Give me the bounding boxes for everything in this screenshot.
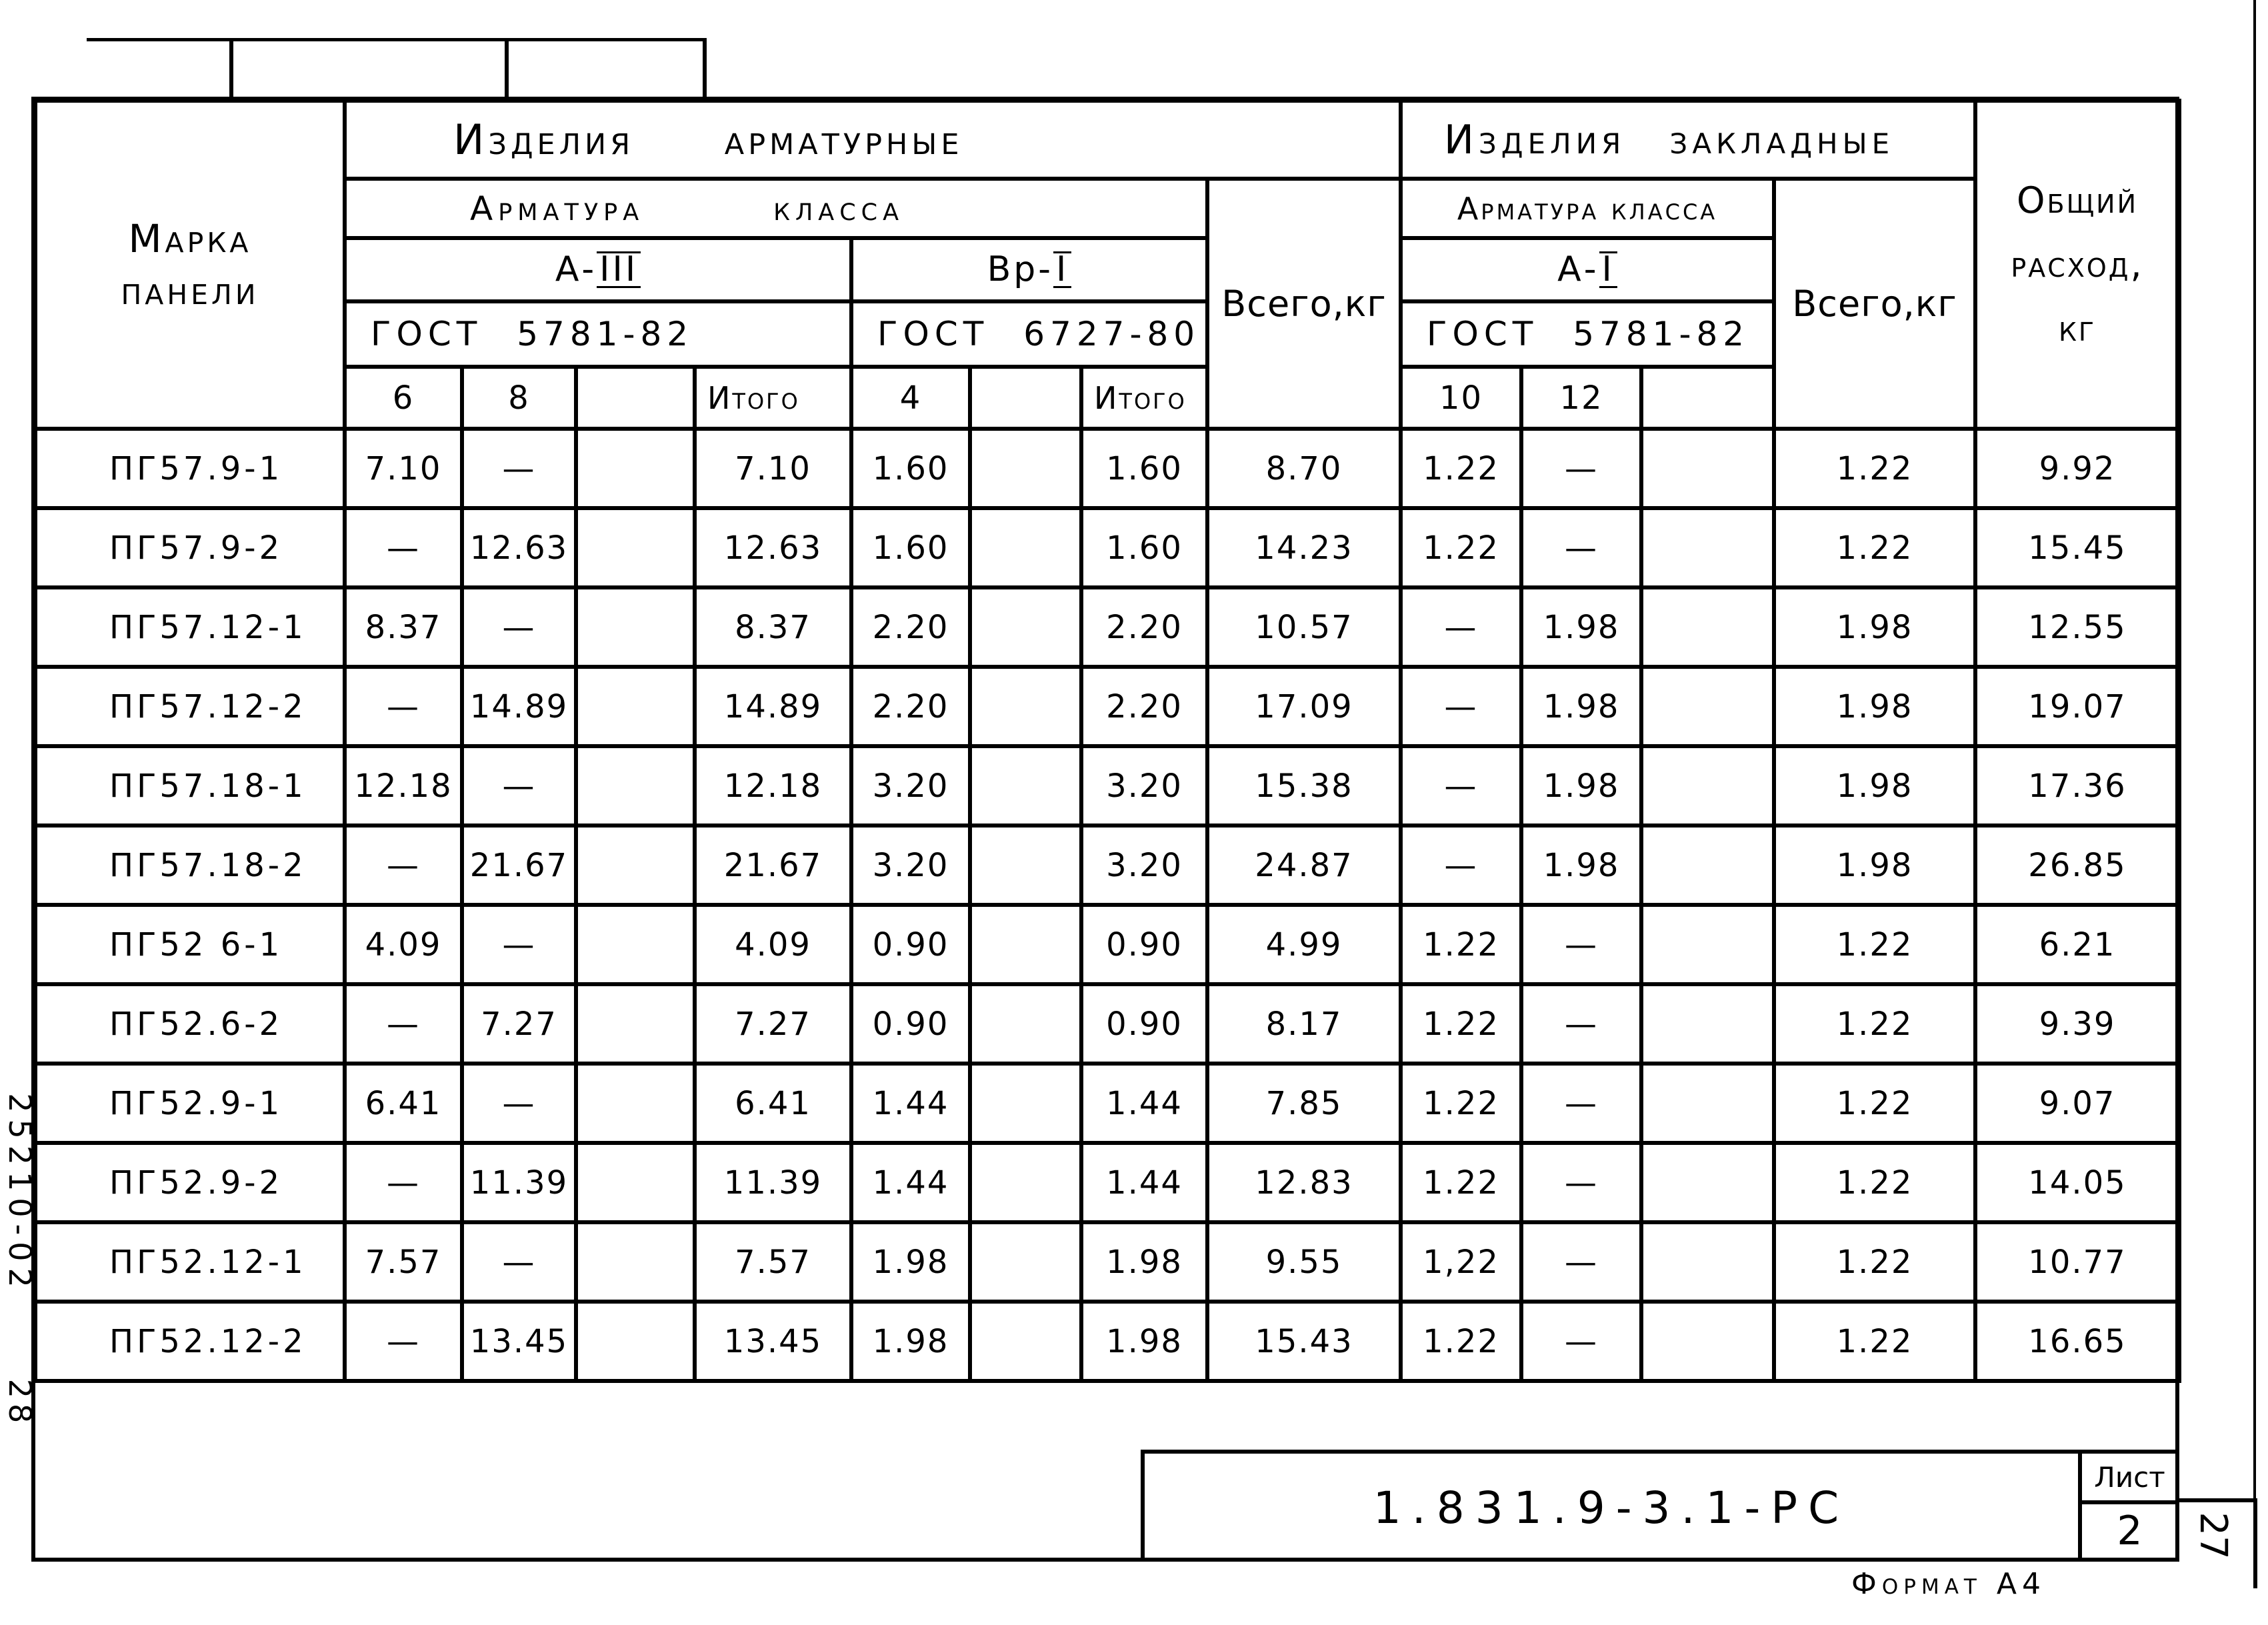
- a3-total-cell: 11.39: [695, 1143, 851, 1222]
- table-row: [35, 1302, 2179, 1381]
- gost-a3-header: ГОСТ 5781-82: [345, 301, 851, 367]
- a1-d12-cell: —: [1521, 984, 1641, 1064]
- total-consumption-header: [1975, 101, 2179, 429]
- total-consumption-cell: 17.36: [1975, 746, 2179, 826]
- embedded-total-cell: 1.98: [1774, 826, 1975, 905]
- bp1-spare-cell: [970, 1302, 1081, 1381]
- a3-d6-cell: —: [345, 1143, 462, 1222]
- panel-mark-cell: ПГ52.6-2: [35, 984, 345, 1064]
- embedded-total-cell: 1.98: [1774, 746, 1975, 826]
- reinforcement-total-cell: 24.87: [1207, 826, 1401, 905]
- table-body: [35, 429, 2179, 1381]
- a3-d6-cell: 7.57: [345, 1222, 462, 1302]
- table-row: [35, 984, 2179, 1064]
- bp1-total-cell: 1.44: [1081, 1143, 1207, 1222]
- a1-d10-cell: —: [1401, 746, 1521, 826]
- bp1-d4-cell: 1.60: [851, 429, 970, 508]
- a3-total-cell: 7.57: [695, 1222, 851, 1302]
- a3-d8-cell: —: [462, 587, 576, 667]
- a3-d6-cell: —: [345, 667, 462, 746]
- a3-spare-cell: [576, 746, 695, 826]
- a3-d6-cell: 7.10: [345, 429, 462, 508]
- reinforcement-total-cell: 8.17: [1207, 984, 1401, 1064]
- a3-total-cell: 4.09: [695, 905, 851, 984]
- bp1-d4-cell: 1.98: [851, 1302, 970, 1381]
- a3-d8-cell: —: [462, 1064, 576, 1143]
- panel-mark-cell: ПГ52.9-1: [35, 1064, 345, 1143]
- page-number: 27: [2191, 1512, 2235, 1560]
- table-row: [35, 508, 2179, 587]
- bp1-total-cell: 3.20: [1081, 746, 1207, 826]
- reinforcement-total-cell: 4.99: [1207, 905, 1401, 984]
- class-a3-prefix: А-: [555, 249, 597, 289]
- a1-d10-cell: 1.22: [1401, 1143, 1521, 1222]
- class-a1-header: [1401, 238, 1774, 301]
- stamp-divider: [505, 38, 509, 99]
- bp1-d4-cell: 1.60: [851, 508, 970, 587]
- a1-d10-cell: 1.22: [1401, 1064, 1521, 1143]
- panel-mark-cell: ПГ52 6-1: [35, 905, 345, 984]
- a3-total-cell: 7.10: [695, 429, 851, 508]
- a1-d10-cell: 1.22: [1401, 1302, 1521, 1381]
- table-header: [35, 101, 2179, 429]
- a1-spare-cell: [1641, 905, 1774, 984]
- a1-spare-cell: [1641, 1302, 1774, 1381]
- bp1-spare-cell: [970, 1143, 1081, 1222]
- a1-spare-cell: [1641, 1222, 1774, 1302]
- a3-d6-cell: 8.37: [345, 587, 462, 667]
- panel-mark-cell: ПГ52.9-2: [35, 1143, 345, 1222]
- a1-d10-cell: 1.22: [1401, 984, 1521, 1064]
- panel-mark-header: [35, 101, 345, 429]
- a1-d10-cell: —: [1401, 826, 1521, 905]
- panel-mark-cell: ПГ57.12-1: [35, 587, 345, 667]
- a3-d6-cell: 6.41: [345, 1064, 462, 1143]
- bp1-total-cell: 1.98: [1081, 1302, 1207, 1381]
- class-a1-prefix: А-: [1557, 249, 1599, 289]
- diameter-4-header: 4: [851, 367, 970, 429]
- a1-spare-cell: [1641, 746, 1774, 826]
- right-edge-line: [2253, 0, 2256, 1500]
- reinforcement-class-header: Арматура класса: [345, 179, 1207, 238]
- embedded-total-header: Всего,кг: [1774, 179, 1975, 429]
- panel-mark-header-label: Марка панели: [121, 216, 259, 313]
- bp1-spare-cell: [970, 587, 1081, 667]
- gost-bp1-header: ГОСТ 6727-80: [851, 301, 1207, 367]
- bp1-d4-cell: 1.44: [851, 1143, 970, 1222]
- a3-total-cell: 12.18: [695, 746, 851, 826]
- a1-spare-cell: [1641, 1143, 1774, 1222]
- a3-d6-cell: —: [345, 1302, 462, 1381]
- embedded-total-cell: 1.98: [1774, 667, 1975, 746]
- a3-d6-cell: —: [345, 508, 462, 587]
- a1-d12-cell: 1.98: [1521, 746, 1641, 826]
- total-consumption-cell: 10.77: [1975, 1222, 2179, 1302]
- a3-total-cell: 8.37: [695, 587, 851, 667]
- total-consumption-cell: 19.07: [1975, 667, 2179, 746]
- embedded-total-cell: 1.22: [1774, 429, 1975, 508]
- a3-d8-cell: —: [462, 429, 576, 508]
- bp1-spare-cell: [970, 984, 1081, 1064]
- bp1-total-cell: 1.44: [1081, 1064, 1207, 1143]
- a1-d10-cell: 1.22: [1401, 905, 1521, 984]
- a3-spare-cell: [576, 508, 695, 587]
- a1-d10-cell: 1,22: [1401, 1222, 1521, 1302]
- bp1-total-cell: 3.20: [1081, 826, 1207, 905]
- bp1-d4-cell: 0.90: [851, 984, 970, 1064]
- a3-spare-cell: [576, 905, 695, 984]
- total-consumption-cell: 16.65: [1975, 1302, 2179, 1381]
- a1-d12-cell: —: [1521, 508, 1641, 587]
- a3-spare-cell: [576, 1222, 695, 1302]
- reinforcement-total-cell: 8.70: [1207, 429, 1401, 508]
- a1-d12-cell: —: [1521, 905, 1641, 984]
- inventory-number: 25210-02: [2, 1093, 38, 1294]
- a1-d12-cell: —: [1521, 1302, 1641, 1381]
- embedded-products-header: Изделия закладные: [1401, 101, 1975, 179]
- embedded-total-cell: 1.22: [1774, 1143, 1975, 1222]
- gost-a1-header: ГОСТ 5781-82: [1401, 301, 1774, 367]
- diameter-spare-header: [1641, 367, 1774, 429]
- a1-spare-cell: [1641, 429, 1774, 508]
- bp1-spare-cell: [970, 667, 1081, 746]
- panel-mark-cell: ПГ57.9-2: [35, 508, 345, 587]
- sheet-label: Лист: [2082, 1454, 2177, 1504]
- bp1-total-cell: 0.90: [1081, 905, 1207, 984]
- a1-d12-cell: 1.98: [1521, 587, 1641, 667]
- table-row: [35, 587, 2179, 667]
- a1-d10-cell: —: [1401, 667, 1521, 746]
- reinforcement-total-cell: 10.57: [1207, 587, 1401, 667]
- diameter-6-header: 6: [345, 367, 462, 429]
- reinforcement-total-cell: 15.38: [1207, 746, 1401, 826]
- class-a3-numeral: III: [597, 251, 641, 288]
- a1-d10-cell: 1.22: [1401, 508, 1521, 587]
- embedded-total-cell: 1.98: [1774, 587, 1975, 667]
- bp1-total-cell: 2.20: [1081, 667, 1207, 746]
- class-bp1-numeral: I: [1053, 251, 1071, 288]
- a3-d8-cell: 13.45: [462, 1302, 576, 1381]
- diameter-10-header: 10: [1401, 367, 1521, 429]
- table-row: [35, 826, 2179, 905]
- a3-total-cell: 12.63: [695, 508, 851, 587]
- reinforcement-total-cell: 17.09: [1207, 667, 1401, 746]
- panel-mark-cell: ПГ57.9-1: [35, 429, 345, 508]
- a1-spare-cell: [1641, 667, 1774, 746]
- reinforcement-total-cell: 12.83: [1207, 1143, 1401, 1222]
- bp1-spare-cell: [970, 1064, 1081, 1143]
- table-row: [35, 1064, 2179, 1143]
- a3-total-cell: 13.45: [695, 1302, 851, 1381]
- a3-total-cell: 7.27: [695, 984, 851, 1064]
- sheet-column: [2078, 1454, 2177, 1562]
- reinforcement-total-header: Всего,кг: [1207, 179, 1401, 429]
- total-consumption-cell: 9.92: [1975, 429, 2179, 508]
- panel-mark-cell: ПГ57.12-2: [35, 667, 345, 746]
- a1-d12-cell: —: [1521, 429, 1641, 508]
- class-a3-header: [345, 238, 851, 301]
- a3-d8-cell: —: [462, 746, 576, 826]
- table-row: [35, 905, 2179, 984]
- total-consumption-cell: 26.85: [1975, 826, 2179, 905]
- a3-subtotal-header: Итого: [695, 367, 851, 429]
- panel-mark-cell: ПГ57.18-1: [35, 746, 345, 826]
- bp1-spare-cell: [970, 826, 1081, 905]
- stamp-divider: [229, 38, 233, 99]
- bp1-spare-cell: [970, 746, 1081, 826]
- bp1-d4-cell: 3.20: [851, 746, 970, 826]
- a3-spare-cell: [576, 429, 695, 508]
- total-consumption-cell: 12.55: [1975, 587, 2179, 667]
- diameter-spare-header: [970, 367, 1081, 429]
- table-row: [35, 1222, 2179, 1302]
- total-consumption-cell: 14.05: [1975, 1143, 2179, 1222]
- embedded-total-cell: 1.22: [1774, 984, 1975, 1064]
- a3-spare-cell: [576, 984, 695, 1064]
- bp1-total-cell: 2.20: [1081, 587, 1207, 667]
- a1-d12-cell: —: [1521, 1143, 1641, 1222]
- a1-spare-cell: [1641, 508, 1774, 587]
- diameter-spare-header: [576, 367, 695, 429]
- panel-mark-cell: ПГ52.12-1: [35, 1222, 345, 1302]
- a3-total-cell: 21.67: [695, 826, 851, 905]
- bp1-total-cell: 1.60: [1081, 508, 1207, 587]
- bp1-spare-cell: [970, 1222, 1081, 1302]
- class-bp1-prefix: Вр-: [987, 249, 1054, 289]
- reinforcement-total-cell: 7.85: [1207, 1064, 1401, 1143]
- reinforcement-total-cell: 14.23: [1207, 508, 1401, 587]
- stamp-divider: [703, 38, 707, 99]
- reinforcement-products-header: Изделия арматурные: [345, 101, 1401, 179]
- specification-table: [33, 99, 2181, 1383]
- bp1-d4-cell: 2.20: [851, 587, 970, 667]
- a3-d6-cell: —: [345, 984, 462, 1064]
- reinforcement-total-cell: 15.43: [1207, 1302, 1401, 1381]
- table-row: [35, 429, 2179, 508]
- a1-spare-cell: [1641, 587, 1774, 667]
- a3-spare-cell: [576, 1064, 695, 1143]
- bp1-d4-cell: 1.98: [851, 1222, 970, 1302]
- panel-mark-cell: ПГ57.18-2: [35, 826, 345, 905]
- a3-d6-cell: —: [345, 826, 462, 905]
- document-designation: 1.831.9-3.1-РС: [1373, 1482, 1850, 1534]
- a1-spare-cell: [1641, 984, 1774, 1064]
- class-bp1-header: [851, 238, 1207, 301]
- embedded-class-header: Арматура класса: [1401, 179, 1774, 238]
- title-block: [1141, 1450, 2179, 1562]
- a3-d8-cell: 11.39: [462, 1143, 576, 1222]
- bp1-spare-cell: [970, 508, 1081, 587]
- a1-d12-cell: 1.98: [1521, 826, 1641, 905]
- table-row: [35, 667, 2179, 746]
- total-consumption-header-label: Общий расход, кг: [2011, 179, 2144, 349]
- embedded-total-cell: 1.22: [1774, 508, 1975, 587]
- a3-d8-cell: —: [462, 1222, 576, 1302]
- a3-d8-cell: 12.63: [462, 508, 576, 587]
- page-number-tab: [2175, 1498, 2257, 1588]
- bp1-spare-cell: [970, 905, 1081, 984]
- panel-mark-cell: ПГ52.12-2: [35, 1302, 345, 1381]
- a1-spare-cell: [1641, 826, 1774, 905]
- a3-spare-cell: [576, 1302, 695, 1381]
- class-a1-numeral: I: [1599, 251, 1617, 288]
- a3-d8-cell: —: [462, 905, 576, 984]
- embedded-total-cell: 1.22: [1774, 1222, 1975, 1302]
- bp1-total-cell: 1.98: [1081, 1222, 1207, 1302]
- a3-d6-cell: 4.09: [345, 905, 462, 984]
- a3-spare-cell: [576, 1143, 695, 1222]
- format-label: Формат А4: [1851, 1567, 2046, 1601]
- bp1-total-cell: 0.90: [1081, 984, 1207, 1064]
- a1-spare-cell: [1641, 1064, 1774, 1143]
- a1-d12-cell: —: [1521, 1064, 1641, 1143]
- margin-note: 28: [2, 1378, 38, 1429]
- a3-d8-cell: 14.89: [462, 667, 576, 746]
- bp1-total-cell: 1.60: [1081, 429, 1207, 508]
- table-row: [35, 1143, 2179, 1222]
- a3-total-cell: 14.89: [695, 667, 851, 746]
- a3-d8-cell: 21.67: [462, 826, 576, 905]
- bp1-d4-cell: 0.90: [851, 905, 970, 984]
- total-consumption-cell: 9.07: [1975, 1064, 2179, 1143]
- total-consumption-cell: 6.21: [1975, 905, 2179, 984]
- stamp-top-line: [87, 38, 707, 41]
- reinforcement-total-cell: 9.55: [1207, 1222, 1401, 1302]
- a3-spare-cell: [576, 667, 695, 746]
- diameter-8-header: 8: [462, 367, 576, 429]
- bp1-d4-cell: 3.20: [851, 826, 970, 905]
- a3-d6-cell: 12.18: [345, 746, 462, 826]
- a3-d8-cell: 7.27: [462, 984, 576, 1064]
- sheet-number: 2: [2117, 1508, 2143, 1554]
- diameter-12-header: 12: [1521, 367, 1641, 429]
- a3-spare-cell: [576, 587, 695, 667]
- a3-spare-cell: [576, 826, 695, 905]
- embedded-total-cell: 1.22: [1774, 905, 1975, 984]
- a1-d10-cell: 1.22: [1401, 429, 1521, 508]
- a1-d12-cell: —: [1521, 1222, 1641, 1302]
- bp1-d4-cell: 2.20: [851, 667, 970, 746]
- embedded-total-cell: 1.22: [1774, 1302, 1975, 1381]
- total-consumption-cell: 15.45: [1975, 508, 2179, 587]
- a3-total-cell: 6.41: [695, 1064, 851, 1143]
- embedded-total-cell: 1.22: [1774, 1064, 1975, 1143]
- bp1-subtotal-header: Итого: [1081, 367, 1207, 429]
- total-consumption-cell: 9.39: [1975, 984, 2179, 1064]
- a1-d12-cell: 1.98: [1521, 667, 1641, 746]
- a1-d10-cell: —: [1401, 587, 1521, 667]
- table-row: [35, 746, 2179, 826]
- bp1-spare-cell: [970, 429, 1081, 508]
- bp1-d4-cell: 1.44: [851, 1064, 970, 1143]
